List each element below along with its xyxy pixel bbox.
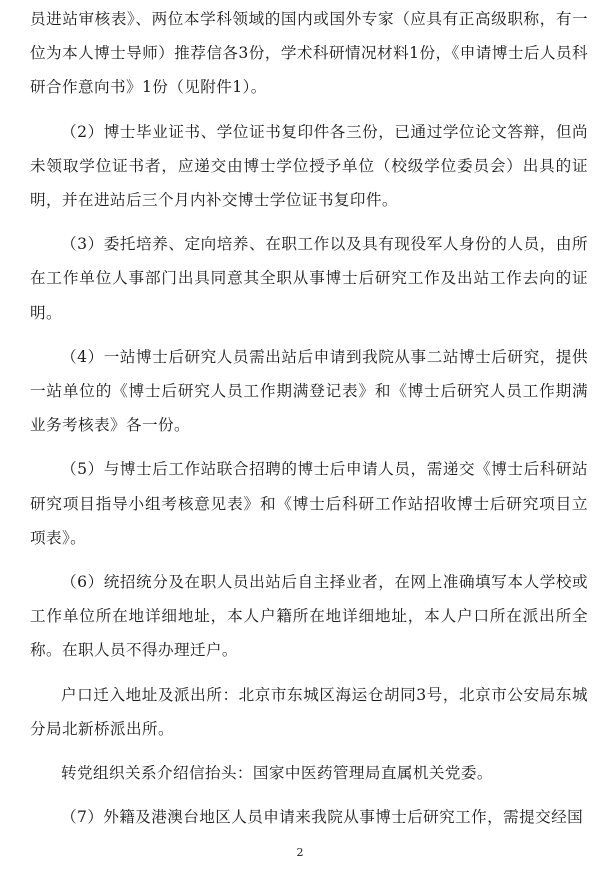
paragraph-item-3: （3）委托培养、定向培养、在职工作以及具有现役军人身份的人员，由所在工作单位人事部门出具同意其全职从事博士后研究工作及出站工作去向的证明。 <box>30 235 588 322</box>
paragraph-item-4: （4）一站博士后研究人员需出站后申请到我院从事二站博士后研究，提供一站单位的《博士后研究人员工作期满登记表》和《博士后研究人员工作期满业务考核表》各一份。 <box>30 347 588 435</box>
paragraph-item-7: （7）外籍及港澳台地区人员申请来我院从事博士后研究工作，需提交经国 <box>61 808 584 827</box>
page-number: 2 <box>296 846 304 859</box>
paragraph-item-5: （5）与博士后工作站联合招聘的博士后申请人员，需递交《博士后科研站研究项目指导小组考核意见表》和《博士后科研工作站招收博士后研究项目立项表》。 <box>30 460 588 547</box>
paragraph-item-2: （2）博士毕业证书、学位证书复印件各三份，已通过学位论文答辩，但尚未领取学位证书者，应递交由博士学位授予单位（校级学位委员会）出具的证明，并在进站后三个月内补交博士学位证书复印件。 <box>30 122 588 210</box>
paragraph-continuation: 员进站审核表》、两位本学科领域的国内或国外专家（应具有正高级职称，有一位为本人博士导师）推荐信各3份，学术科研情况材料1份，《申请博士后人员科研合作意向书》1份（见附件1）。 <box>30 10 588 97</box>
document-body <box>30 2 588 844</box>
paragraph-hukou-address: 户口迁入地址及派出所：北京市东城区海运仓胡同3号，北京市公安局东城分局北新桥派出所。 <box>30 685 588 738</box>
paragraph-party-letter: 转党组织关系介绍信抬头：国家中医药管理局直属机关党委。 <box>61 764 493 783</box>
paragraph-item-6: （6）统招统分及在职人员出站后自主择业者，在网上准确填写本人学校或工作单位所在地详细地址，本人户籍所在地详细地址，本人户口所在派出所全称。在职人员不得办理迁户。 <box>30 573 588 660</box>
